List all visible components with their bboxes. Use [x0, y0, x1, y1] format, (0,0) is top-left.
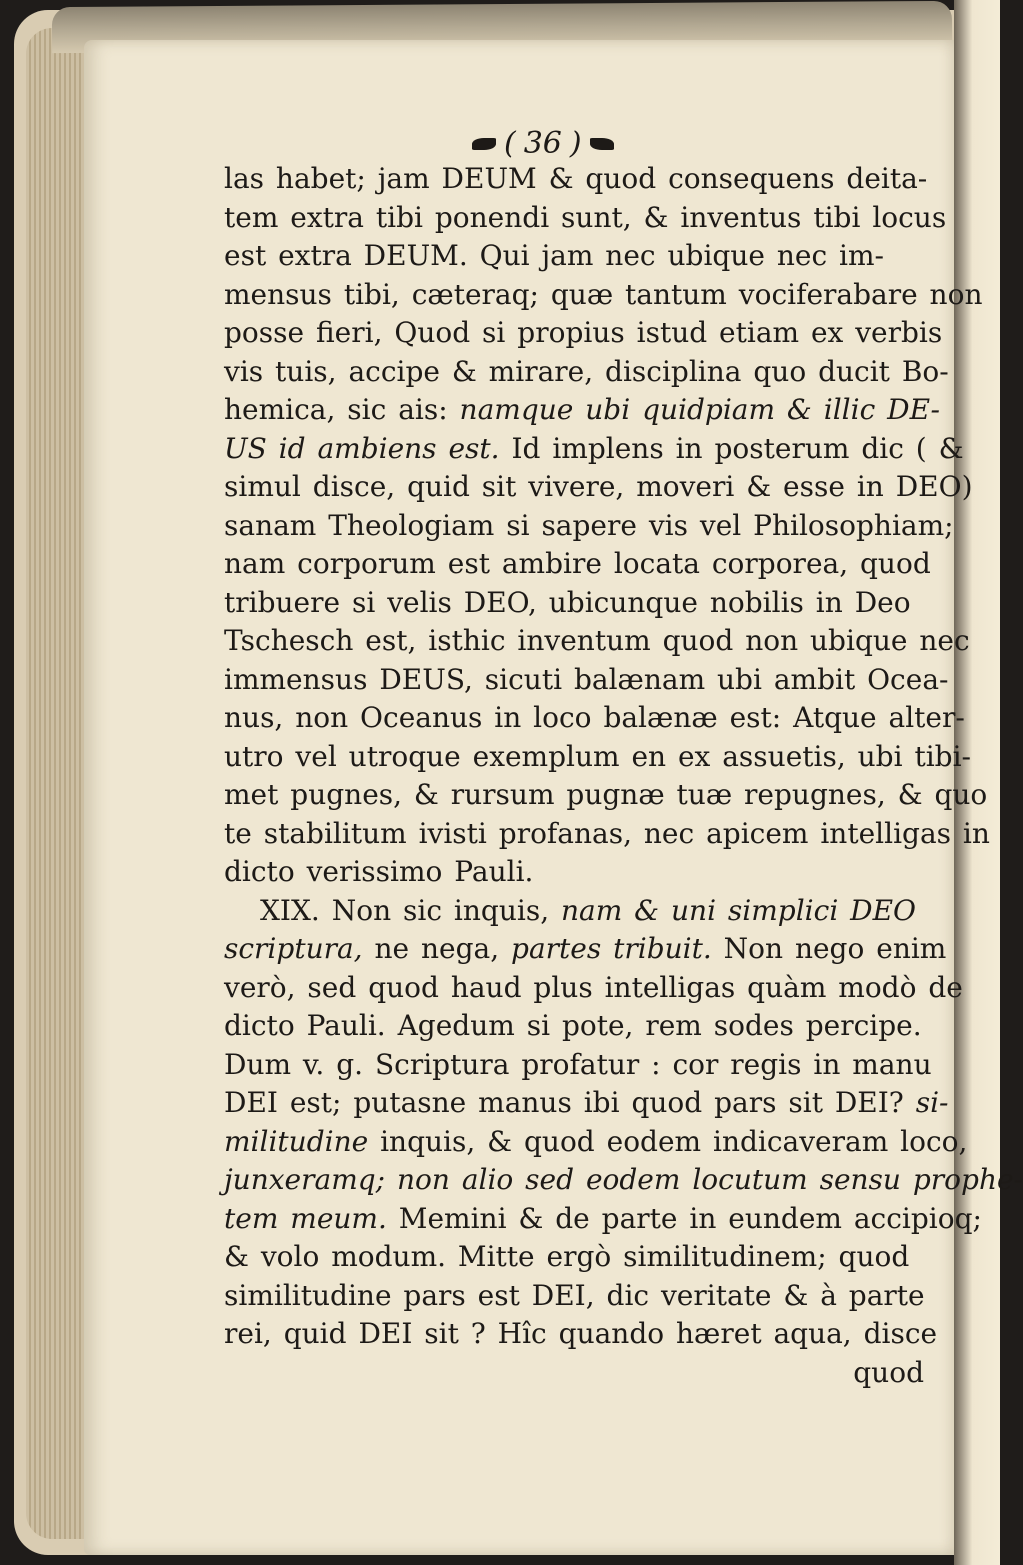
- text-span: las habet; jam DEUM & quod consequens deita-: [224, 162, 928, 195]
- text-line: [224, 1007, 930, 1046]
- text-span: te stabilitum ivisti profanas, nec apicem intelligas in: [224, 816, 990, 850]
- text-line: [224, 930, 947, 969]
- text-line: [224, 468, 973, 507]
- text-span: DEI est; putasne manus ibi quod pars sit DEI?: [224, 1086, 916, 1119]
- text-line: [224, 314, 943, 353]
- text-line: [224, 853, 930, 892]
- paren-close: ): [569, 126, 582, 161]
- italic-span: junxeramq; non alio sed eodem locutum sensu prophe-: [224, 1163, 1023, 1196]
- paren-open: (: [504, 126, 516, 161]
- text-span: & volo modum. Mitte ergò similitudinem; quod: [224, 1240, 910, 1273]
- text-span: rei, quid DEI sit ? Hîc quando hæret aqua, disce: [224, 1317, 938, 1350]
- italic-span: partes tribuit.: [511, 932, 712, 965]
- text-span: est extra DEUM. Qui jam nec ubique nec im-: [224, 239, 884, 272]
- text-line: [224, 1046, 930, 1085]
- text-span: XIX. Non sic inquis,: [260, 893, 561, 927]
- text-line: [224, 1161, 1023, 1200]
- italic-span: US id ambiens est.: [224, 431, 500, 465]
- text-span: utro vel utroque exemplum en ex assuetis, ubi tibi-: [224, 739, 972, 773]
- ornament-left-icon: [472, 138, 496, 150]
- text-line: [224, 584, 930, 623]
- text-span: sanam Theologiam si sapere vis vel Philosophiam;: [224, 508, 954, 542]
- text-span: similitudine pars est DEI, dic veritate & à parte: [224, 1278, 925, 1312]
- italic-span: nam & uni simplici DEO: [561, 893, 917, 927]
- text-line: [224, 1315, 938, 1354]
- text-line: [224, 892, 930, 931]
- text-span: met pugnes, & rursum pugnæ tuæ repugnes, & quo: [224, 778, 988, 811]
- text-span: nus, non Oceanus in loco balænæ est: Atque alter-: [224, 701, 965, 734]
- text-line: [224, 1123, 968, 1162]
- ornament-right-icon: [590, 138, 614, 150]
- text-line: [224, 1354, 930, 1393]
- text-line: [224, 276, 983, 315]
- text-line: [224, 1084, 949, 1123]
- text-line: [224, 969, 963, 1008]
- text-line: [224, 507, 954, 546]
- text-line: [224, 199, 947, 238]
- text-block: [224, 160, 1023, 1392]
- text-line: [224, 699, 965, 738]
- text-line: [224, 237, 930, 276]
- text-line: [224, 430, 964, 469]
- text-line: [224, 622, 970, 661]
- italic-span: militudine: [224, 1124, 369, 1158]
- text-span: mensus tibi, cæteraq; quæ tantum vociferabare non: [224, 277, 983, 311]
- text-span: Non nego enim: [711, 932, 947, 965]
- text-line: [224, 738, 972, 777]
- italic-span: tem meum.: [224, 1201, 387, 1235]
- text-span: verò, sed quod haud plus intelligas quàm modò de: [224, 970, 963, 1004]
- text-span: simul disce, quid sit vivere, moveri & esse in DEO): [224, 470, 973, 503]
- text-span: inquis, & quod eodem indicaveram loco,: [368, 1124, 968, 1158]
- text-span: tribuere si velis DEO, ubicunque nobilis in Deo: [224, 585, 911, 619]
- text-span: immensus DEUS, sicuti balænam ubi ambit Ocea-: [224, 662, 949, 696]
- text-span: Memini & de parte in eundem accipioq;: [386, 1201, 982, 1235]
- text-span: Dum v. g. Scriptura profatur : cor regis in manu: [224, 1047, 932, 1081]
- text-line: [224, 1277, 930, 1316]
- text-line: [224, 776, 988, 815]
- text-line: [224, 1200, 982, 1239]
- italic-span: si-: [915, 1086, 949, 1119]
- text-span: quod: [853, 1355, 924, 1389]
- text-line: [224, 815, 990, 854]
- page-number: 36: [523, 126, 562, 161]
- text-span: Id implens in posterum dic ( &: [499, 431, 964, 465]
- text-line: [224, 1238, 930, 1277]
- text-span: Tschesch est, isthic inventum quod non ubique nec: [224, 624, 970, 657]
- text-span: tem extra tibi ponendi sunt, & inventus tibi locus: [224, 200, 947, 234]
- text-span: dicto verissimo Pauli.: [224, 855, 534, 888]
- text-span: hemica, sic ais:: [224, 393, 460, 426]
- text-span: dicto Pauli. Agedum si pote, rem sodes percipe.: [224, 1009, 922, 1042]
- italic-span: namque ubi quidpiam & illic DE-: [459, 393, 941, 426]
- text-line: [224, 160, 930, 199]
- text-span: vis tuis, accipe & mirare, disciplina quo ducit Bo-: [224, 354, 949, 388]
- text-line: [224, 353, 949, 392]
- text-line: [224, 391, 941, 430]
- italic-span: scriptura,: [224, 932, 363, 965]
- running-header: [472, 126, 672, 161]
- text-span: posse fieri, Quod si propius istud etiam ex verbis: [224, 316, 943, 349]
- text-line: [224, 661, 949, 700]
- text-span: ne nega,: [362, 932, 512, 965]
- text-line: [224, 545, 930, 584]
- text-span: nam corporum est ambire locata corporea, quod: [224, 547, 931, 580]
